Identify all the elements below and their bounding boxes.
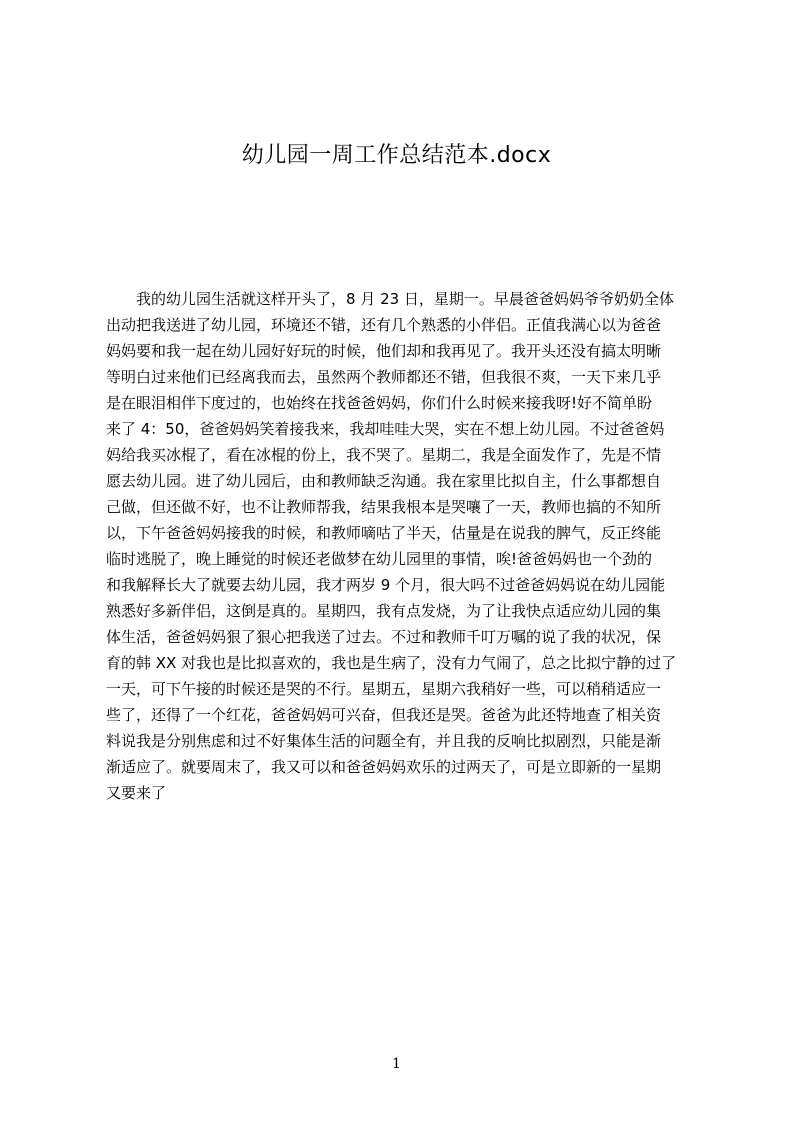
page-number: 1 bbox=[392, 1056, 401, 1072]
body-line: 体生活，爸爸妈妈狠了狠心把我送了过去。不过和教师千叮万嘱的说了我的状况，保 bbox=[106, 628, 662, 646]
body-line: 己做，但还做不好，也不让教师帮我，结果我根本是哭嚷了一天，教师也搞的不知所 bbox=[106, 498, 662, 516]
body-line: 愿去幼儿园。进了幼儿园后，由和教师缺乏沟通。我在家里比拟自主，什么事都想自 bbox=[106, 472, 662, 490]
body-line: 和我解释长大了就要去幼儿园，我才两岁 9 个月，很大吗不过爸爸妈妈说在幼儿园能 bbox=[106, 576, 666, 594]
body-line: 又要来了 bbox=[106, 784, 167, 802]
body-line: 熟悉好多新伴侣，这倒是真的。星期四，我有点发烧，为了让我快点适应幼儿园的集 bbox=[106, 602, 662, 620]
body-line: 妈给我买冰棍了，看在冰棍的份上，我不哭了。星期二，我是全面发作了，先是不情 bbox=[106, 446, 662, 464]
body-line: 我的幼儿园生活就这样开头了，8 月 23 日，星期一。早晨爸爸妈妈爷爷奶奶全体 bbox=[106, 290, 674, 308]
document-body bbox=[106, 286, 698, 826]
body-line: 些了，还得了一个红花，爸爸妈妈可兴奋，但我还是哭。爸爸为此还特地查了相关资 bbox=[106, 706, 662, 724]
body-line: 是在眼泪相伴下度过的，也始终在找爸爸妈妈，你们什么时候来接我呀!好不简单盼 bbox=[106, 394, 653, 412]
body-line: 以，下午爸爸妈妈接我的时候，和教师嘀咕了半天，估量是在说我的脾气，反正终能 bbox=[106, 524, 662, 542]
body-line: 来了 4：50，爸爸妈妈笑着接我来，我却哇哇大哭，实在不想上幼儿园。不过爸爸妈 bbox=[106, 420, 665, 438]
body-line: 料说我是分别焦虑和过不好集体生活的问题全有，并且我的反响比拟剧烈，只能是渐 bbox=[106, 732, 662, 750]
body-line: 一天，可下午接的时候还是哭的不行。星期五，星期六我稍好一些，可以稍稍适应一 bbox=[106, 680, 662, 698]
document-title: 幼儿园一周工作总结范本.docx bbox=[241, 143, 552, 168]
body-line: 育的韩 XX 对我也是比拟喜欢的，我也是生病了，没有力气闹了，总之比拟宁静的过了 bbox=[106, 654, 677, 672]
body-line: 等明白过来他们已经离我而去，虽然两个教师都还不错，但我很不爽，一天下来几乎 bbox=[106, 368, 662, 386]
body-line: 出动把我送进了幼儿园，环境还不错，还有几个熟悉的小伴侣。正值我满心以为爸爸 bbox=[106, 316, 662, 334]
body-line: 渐适应了。就要周末了，我又可以和爸爸妈妈欢乐的过两天了，可是立即新的一星期 bbox=[106, 758, 662, 776]
body-line: 妈妈要和我一起在幼儿园好好玩的时候，他们却和我再见了。我开头还没有搞太明晰 bbox=[106, 342, 662, 360]
body-line: 临时逃脱了，晚上睡觉的时候还老做梦在幼儿园里的事情，唉!爸爸妈妈也一个劲的 bbox=[106, 550, 653, 568]
